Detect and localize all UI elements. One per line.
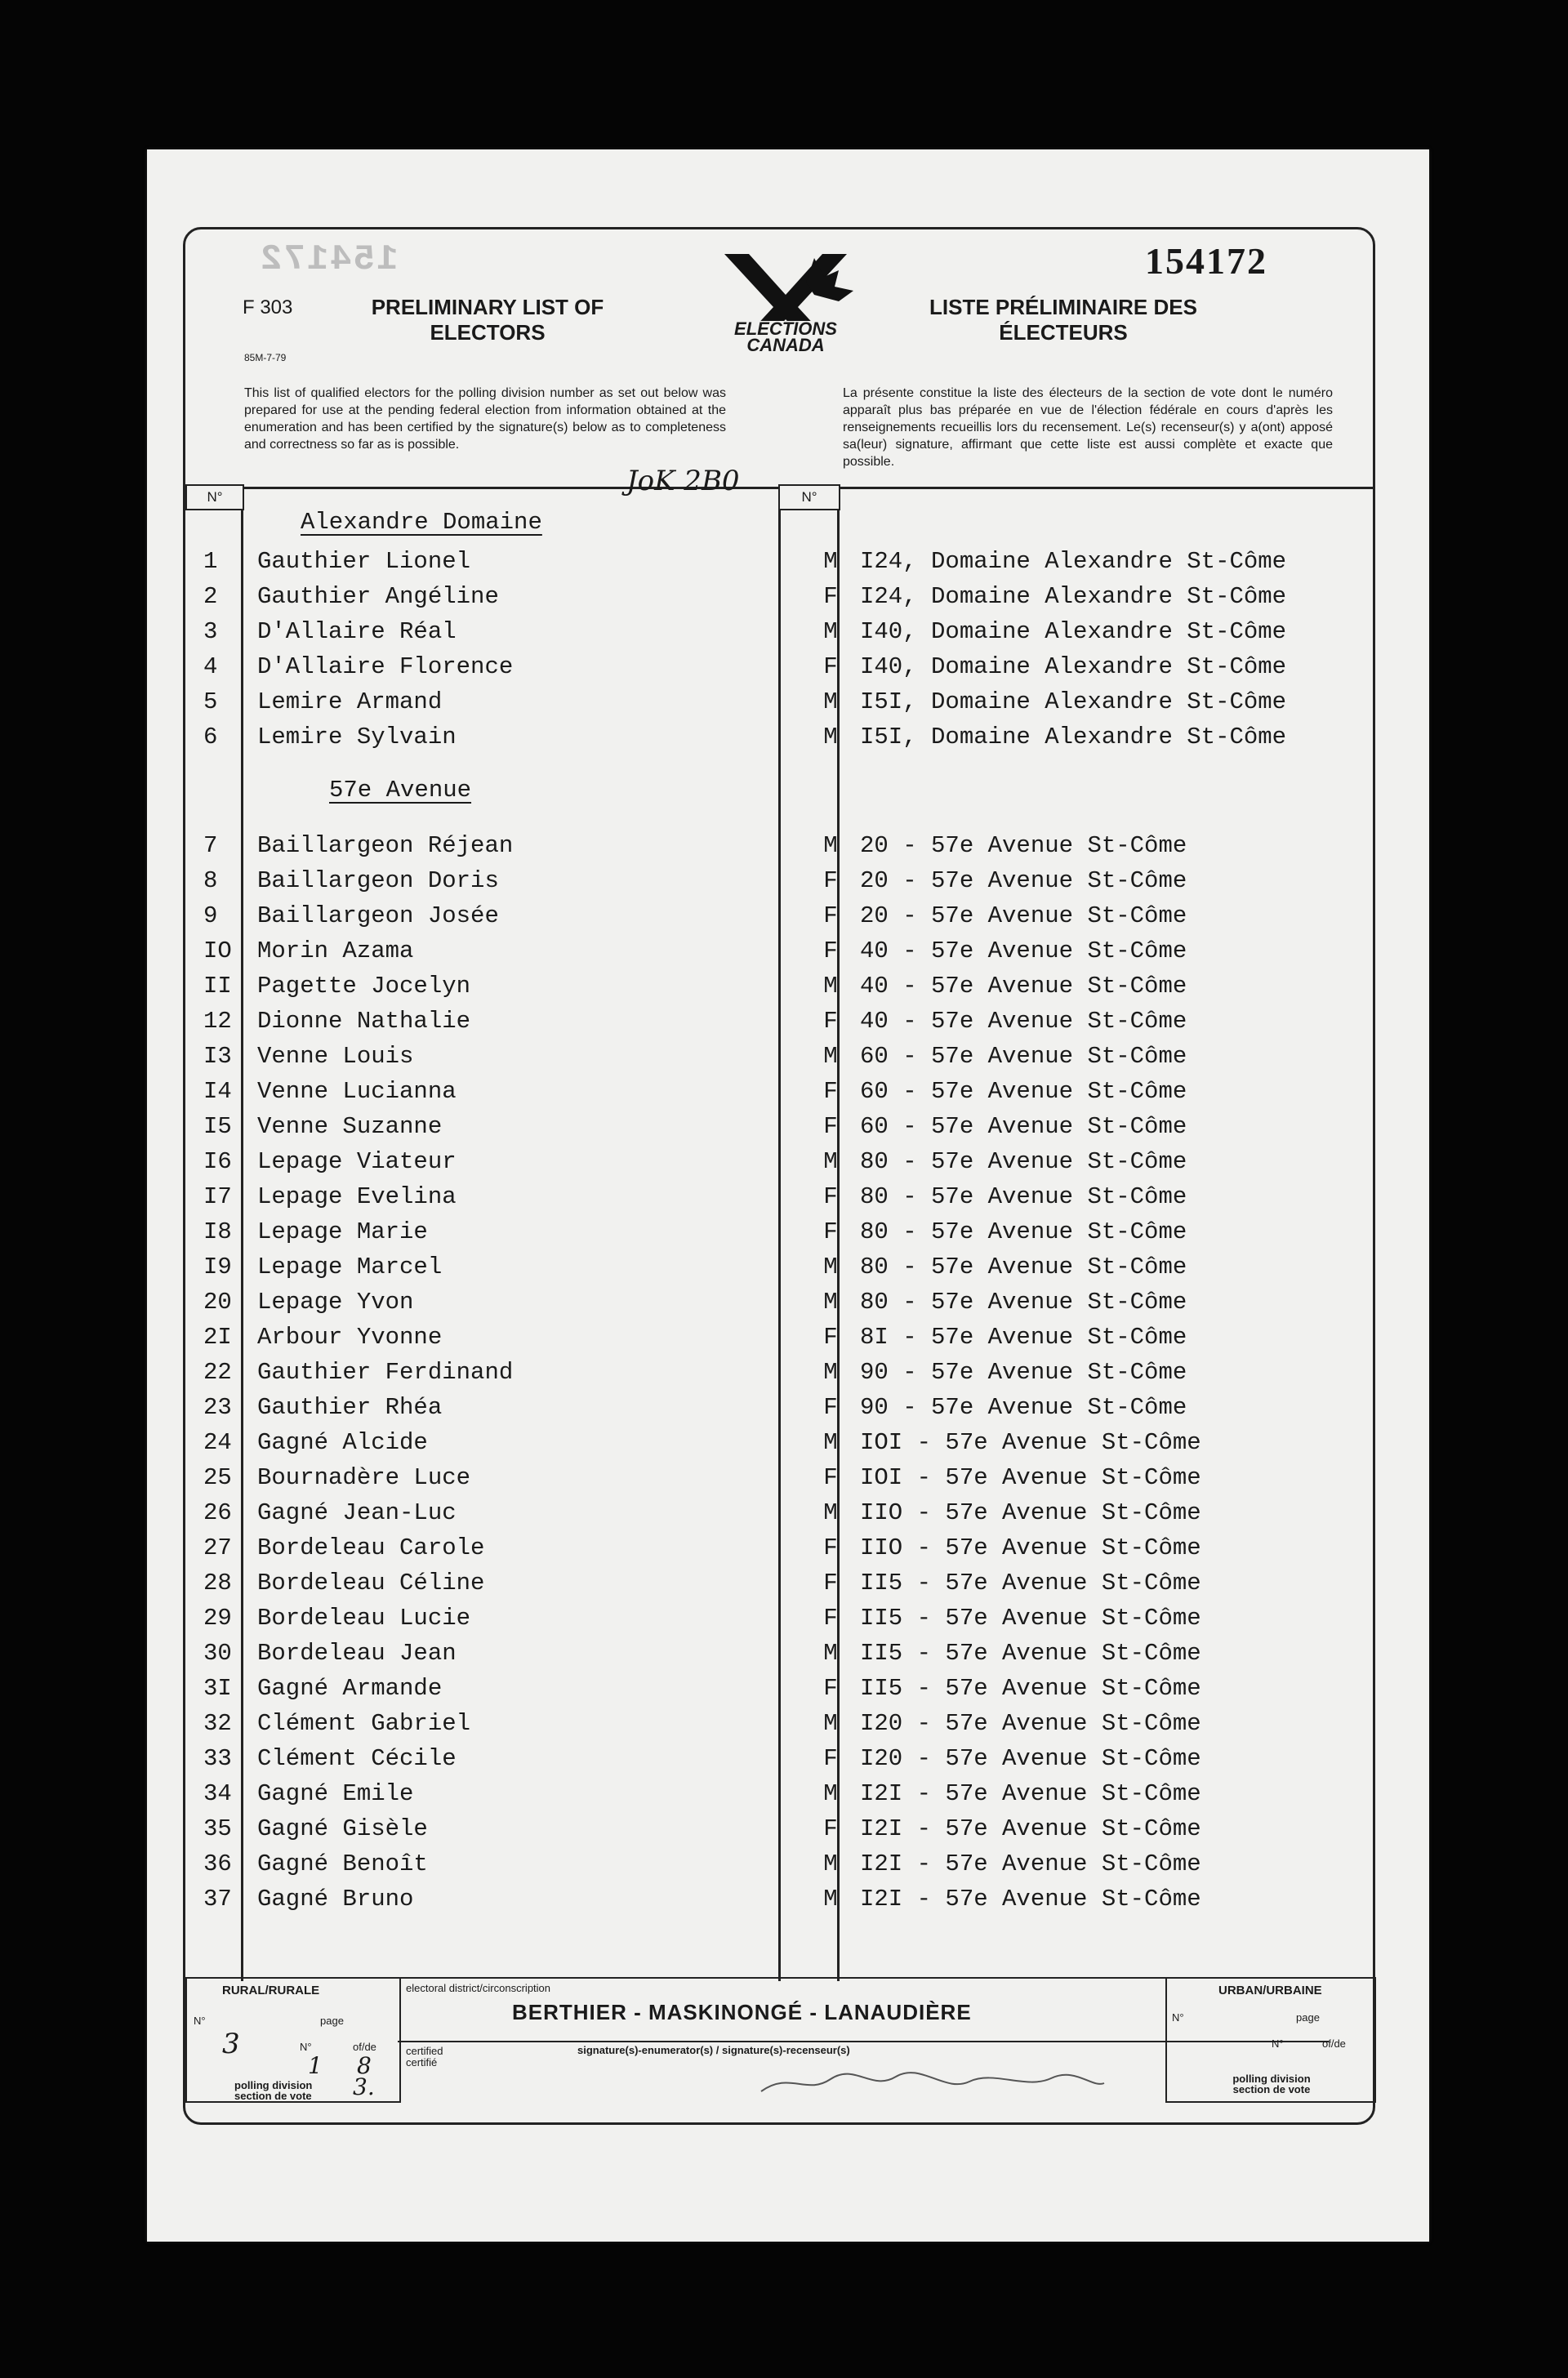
elector-sex: F: [823, 583, 838, 610]
elector-sex: F: [823, 867, 838, 894]
elector-number: I3: [203, 1043, 232, 1070]
elector-name: Lepage Marie: [257, 1218, 428, 1245]
elector-sex: F: [823, 1394, 838, 1421]
elector-name: Gauthier Lionel: [257, 548, 471, 575]
elector-name: Bordeleau Lucie: [257, 1605, 471, 1632]
elector-sex: M: [823, 1359, 838, 1386]
elector-row: [185, 902, 1373, 937]
elector-name: Venne Suzanne: [257, 1113, 443, 1140]
elector-row: [185, 1745, 1373, 1780]
elector-sex: M: [823, 1850, 838, 1877]
elector-sex: F: [823, 1745, 838, 1772]
elector-sex: M: [823, 688, 838, 715]
elector-row: [185, 724, 1373, 759]
postal-code-handwritten: JoK 2B0: [626, 465, 740, 497]
logo-text: ELECTIONS CANADA: [734, 318, 837, 355]
urban-page-label: page: [1296, 2011, 1320, 2024]
elector-address: 20 - 57e Avenue St-Côme: [860, 832, 1187, 859]
elector-sex: F: [823, 1218, 838, 1245]
elector-sex: M: [823, 1429, 838, 1456]
elector-name: Gagné Benoît: [257, 1850, 428, 1877]
elector-row: [185, 1254, 1373, 1289]
elector-address: 90 - 57e Avenue St-Côme: [860, 1394, 1187, 1421]
elector-number: 30: [203, 1640, 232, 1667]
stamp-number: 154172: [1145, 240, 1267, 282]
elector-address: 80 - 57e Avenue St-Côme: [860, 1254, 1187, 1280]
elector-sex: M: [823, 548, 838, 575]
elector-row: [185, 1148, 1373, 1183]
elector-number: 36: [203, 1850, 232, 1877]
elector-number: 29: [203, 1605, 232, 1632]
elector-name: Clément Cécile: [257, 1745, 457, 1772]
page-total-value: 8: [357, 2052, 372, 2079]
district-label: electoral district/circonscription: [406, 1982, 551, 1994]
elector-address: II5 - 57e Avenue St-Côme: [860, 1675, 1201, 1702]
elector-sex: M: [823, 1886, 838, 1913]
elector-address: I5I, Domaine Alexandre St-Côme: [860, 688, 1287, 715]
title-french: LISTE PRÉLIMINAIRE DES ÉLECTEURS: [929, 295, 1197, 345]
elector-name: Baillargeon Josée: [257, 902, 499, 929]
elector-address: 40 - 57e Avenue St-Côme: [860, 973, 1187, 1000]
urban-polling-label: polling division section de vote: [1232, 2073, 1311, 2095]
elector-number: I7: [203, 1183, 232, 1210]
elector-address: I20 - 57e Avenue St-Côme: [860, 1710, 1201, 1737]
elector-number: 27: [203, 1534, 232, 1561]
elector-row: [185, 1324, 1373, 1359]
elector-row: [185, 1780, 1373, 1815]
elector-row: [185, 1359, 1373, 1394]
elector-row: [185, 1640, 1373, 1675]
elector-sex: F: [823, 653, 838, 680]
rural-label: RURAL/RURALE: [222, 1984, 320, 1997]
elector-name: Venne Louis: [257, 1043, 414, 1070]
elector-address: 80 - 57e Avenue St-Côme: [860, 1218, 1187, 1245]
elector-name: Lemire Armand: [257, 688, 443, 715]
elector-row: [185, 618, 1373, 653]
elector-address: 80 - 57e Avenue St-Côme: [860, 1148, 1187, 1175]
column-header-number: N°: [185, 484, 244, 510]
elector-sex: F: [823, 1183, 838, 1210]
elector-name: Gagné Jean-Luc: [257, 1499, 457, 1526]
elector-row: [185, 1183, 1373, 1218]
elector-address: I20 - 57e Avenue St-Côme: [860, 1745, 1201, 1772]
elector-row: [185, 973, 1373, 1008]
elector-row: [185, 1710, 1373, 1745]
elector-row: [185, 688, 1373, 724]
elector-row: [185, 1815, 1373, 1850]
elector-sex: M: [823, 1499, 838, 1526]
elector-address: IOI - 57e Avenue St-Côme: [860, 1464, 1201, 1491]
elector-row: [185, 583, 1373, 618]
elector-row: [185, 1043, 1373, 1078]
elector-address: 40 - 57e Avenue St-Côme: [860, 1008, 1187, 1035]
rural-of-label: of/de: [353, 2041, 376, 2053]
elector-number: 22: [203, 1359, 232, 1386]
elector-name: Gauthier Rhéa: [257, 1394, 443, 1421]
elector-sex: M: [823, 1710, 838, 1737]
elector-number: 37: [203, 1886, 232, 1913]
elector-name: Lepage Viateur: [257, 1148, 457, 1175]
elector-address: I2I - 57e Avenue St-Côme: [860, 1886, 1201, 1913]
elector-row: [185, 1605, 1373, 1640]
elector-address: IIO - 57e Avenue St-Côme: [860, 1534, 1201, 1561]
elector-address: 40 - 57e Avenue St-Côme: [860, 937, 1187, 964]
title-english: PRELIMINARY LIST OF ELECTORS: [371, 295, 604, 345]
elector-number: 7: [203, 832, 218, 859]
elector-number: 33: [203, 1745, 232, 1772]
elector-address: 90 - 57e Avenue St-Côme: [860, 1359, 1187, 1386]
elector-address: I2I - 57e Avenue St-Côme: [860, 1780, 1201, 1807]
elector-sex: F: [823, 1464, 838, 1491]
elector-row: [185, 1675, 1373, 1710]
street-heading: Alexandre Domaine: [301, 509, 542, 536]
elector-address: I24, Domaine Alexandre St-Côme: [860, 583, 1287, 610]
elector-name: Morin Azama: [257, 937, 414, 964]
elector-address: IIO - 57e Avenue St-Côme: [860, 1499, 1201, 1526]
urban-label: URBAN/URBAINE: [1218, 1984, 1322, 1997]
elector-address: I24, Domaine Alexandre St-Côme: [860, 548, 1287, 575]
intro-english: This list of qualified electors for the polling division number as set out below was prepared for use at the pending federal election from information obtained at the enumeration and has been certified by the signature(s) below as to completeness and correctness so far as is possible.: [244, 386, 726, 452]
elector-row: [185, 1078, 1373, 1113]
elector-row: [185, 1886, 1373, 1921]
elector-sex: F: [823, 1675, 838, 1702]
elector-number: 20: [203, 1289, 232, 1316]
elector-address: IOI - 57e Avenue St-Côme: [860, 1429, 1201, 1456]
form-number: F 303: [243, 296, 293, 318]
elector-number: 12: [203, 1008, 232, 1035]
elector-number: 23: [203, 1394, 232, 1421]
elector-sex: M: [823, 1289, 838, 1316]
elector-name: Lepage Marcel: [257, 1254, 443, 1280]
elector-sex: F: [823, 1815, 838, 1842]
form-frame: [183, 227, 1375, 2125]
elector-name: Bordeleau Céline: [257, 1570, 485, 1596]
elector-row: [185, 653, 1373, 688]
elector-row: [185, 1499, 1373, 1534]
elector-row: [185, 1394, 1373, 1429]
elector-address: II5 - 57e Avenue St-Côme: [860, 1640, 1201, 1667]
elector-name: Gauthier Angéline: [257, 583, 499, 610]
elector-sex: M: [823, 724, 838, 750]
elector-name: Gagné Gisèle: [257, 1815, 428, 1842]
elector-row: [185, 1429, 1373, 1464]
urban-page-no-label: N°: [1272, 2037, 1284, 2050]
faint-stamp-number: 154172: [259, 239, 399, 280]
elector-address: I2I - 57e Avenue St-Côme: [860, 1850, 1201, 1877]
elector-number: 5: [203, 688, 218, 715]
elector-number: I5: [203, 1113, 232, 1140]
elector-number: 4: [203, 653, 218, 680]
elector-sex: M: [823, 618, 838, 645]
elector-address: 60 - 57e Avenue St-Côme: [860, 1078, 1187, 1105]
elector-name: Gagné Bruno: [257, 1886, 414, 1913]
urban-of-label: of/de: [1322, 2037, 1346, 2050]
elector-address: 80 - 57e Avenue St-Côme: [860, 1183, 1187, 1210]
elector-name: Gauthier Ferdinand: [257, 1359, 514, 1386]
certified-label: certified certifié: [406, 2045, 443, 2069]
elector-sex: M: [823, 1780, 838, 1807]
district-value: BERTHIER - MASKINONGÉ - LANAUDIÈRE: [512, 2000, 972, 2024]
elector-row: [185, 548, 1373, 583]
elector-sex: F: [823, 1534, 838, 1561]
elector-sex: M: [823, 1043, 838, 1070]
elector-name: Clément Gabriel: [257, 1710, 471, 1737]
elector-name: Bordeleau Jean: [257, 1640, 457, 1667]
elector-number: 6: [203, 724, 218, 750]
elector-sex: M: [823, 1148, 838, 1175]
elector-address: I5I, Domaine Alexandre St-Côme: [860, 724, 1287, 750]
elector-number: 8: [203, 867, 218, 894]
elector-sex: F: [823, 1605, 838, 1632]
elector-address: 8I - 57e Avenue St-Côme: [860, 1324, 1187, 1351]
elector-address: 20 - 57e Avenue St-Côme: [860, 902, 1187, 929]
elector-number: 2: [203, 583, 218, 610]
elector-number: 32: [203, 1710, 232, 1737]
elector-row: [185, 1289, 1373, 1324]
elector-name: D'Allaire Florence: [257, 653, 514, 680]
elector-sex: F: [823, 1570, 838, 1596]
elector-number: 9: [203, 902, 218, 929]
elector-sex: F: [823, 1008, 838, 1035]
elector-address: 80 - 57e Avenue St-Côme: [860, 1289, 1187, 1316]
elector-name: Baillargeon Réjean: [257, 832, 514, 859]
rural-no-value: 3: [222, 2028, 240, 2060]
urban-no-label: N°: [1172, 2011, 1184, 2024]
elector-name: Bournadère Luce: [257, 1464, 471, 1491]
elector-address: I2I - 57e Avenue St-Côme: [860, 1815, 1201, 1842]
elector-address: I40, Domaine Alexandre St-Côme: [860, 653, 1287, 680]
elector-sex: M: [823, 832, 838, 859]
elector-address: 20 - 57e Avenue St-Côme: [860, 867, 1187, 894]
signature-label: signature(s)-enumerator(s) / signature(s)-recenseur(s): [577, 2044, 850, 2056]
elector-name: Lepage Yvon: [257, 1289, 414, 1316]
polling-division-value: 3.: [353, 2073, 375, 2100]
elector-sex: M: [823, 973, 838, 1000]
elector-name: Gagné Emile: [257, 1780, 414, 1807]
elector-name: Venne Lucianna: [257, 1078, 457, 1105]
elector-number: I9: [203, 1254, 232, 1280]
elector-row: [185, 1570, 1373, 1605]
elector-name: Lepage Evelina: [257, 1183, 457, 1210]
form-code: 85M-7-79: [244, 352, 287, 363]
elector-name: Baillargeon Doris: [257, 867, 499, 894]
elector-address: II5 - 57e Avenue St-Côme: [860, 1570, 1201, 1596]
elector-sex: F: [823, 902, 838, 929]
elector-name: Gagné Alcide: [257, 1429, 428, 1456]
elector-sex: F: [823, 1078, 838, 1105]
elector-sex: M: [823, 1640, 838, 1667]
elector-name: Lemire Sylvain: [257, 724, 457, 750]
elector-sex: F: [823, 937, 838, 964]
rural-page-label: page: [320, 2015, 344, 2027]
intro-french: La présente constitue la liste des électeurs de la section de vote dont le numéro apparaît plus bas préparée en vue de l'élection fédérale en cours d'après les renseignements recueillis lors du recensement. Le(s) recenseur(s) y a(ont) apposé sa(leur) signature, affirmant que cette liste est aussi complète et exacte que possible.: [843, 386, 1333, 469]
elector-address: II5 - 57e Avenue St-Côme: [860, 1605, 1201, 1632]
rural-no-label: N°: [194, 2015, 206, 2027]
elector-sex: F: [823, 1324, 838, 1351]
elector-row: [185, 832, 1373, 867]
elector-row: [185, 1218, 1373, 1254]
polling-division-label: polling division section de vote: [234, 2079, 313, 2102]
rural-page-no-label: N°: [300, 2041, 312, 2053]
elector-address: I40, Domaine Alexandre St-Côme: [860, 618, 1287, 645]
elector-row: [185, 867, 1373, 902]
elector-name: Arbour Yvonne: [257, 1324, 443, 1351]
elector-number: 28: [203, 1570, 232, 1596]
elector-number: I8: [203, 1218, 232, 1245]
elector-number: I6: [203, 1148, 232, 1175]
page-value: 1: [308, 2052, 323, 2079]
signature-scribble-icon: [757, 2067, 1108, 2100]
elector-row: [185, 937, 1373, 973]
elector-name: Gagné Armande: [257, 1675, 443, 1702]
elector-row: [185, 1534, 1373, 1570]
elector-number: 1: [203, 548, 218, 575]
elector-number: IO: [203, 937, 232, 964]
elector-row: [185, 1008, 1373, 1043]
elector-number: 35: [203, 1815, 232, 1842]
elector-address: 60 - 57e Avenue St-Côme: [860, 1113, 1187, 1140]
elector-name: Bordeleau Carole: [257, 1534, 485, 1561]
elector-sex: F: [823, 1113, 838, 1140]
elector-name: Pagette Jocelyn: [257, 973, 471, 1000]
elector-name: D'Allaire Réal: [257, 618, 457, 645]
elector-number: 3: [203, 618, 218, 645]
elector-number: II: [203, 973, 232, 1000]
elector-number: 34: [203, 1780, 232, 1807]
elector-number: I4: [203, 1078, 232, 1105]
elector-number: 3I: [203, 1675, 232, 1702]
elector-number: 24: [203, 1429, 232, 1456]
elector-number: 2I: [203, 1324, 232, 1351]
elector-number: 25: [203, 1464, 232, 1491]
column-header-number-2: N°: [778, 484, 840, 510]
elector-row: [185, 1464, 1373, 1499]
street-heading: 57e Avenue: [329, 777, 472, 804]
document-sheet: [147, 149, 1429, 2242]
elector-row: [185, 1113, 1373, 1148]
elector-row: [185, 1850, 1373, 1886]
elector-name: Dionne Nathalie: [257, 1008, 471, 1035]
elector-sex: M: [823, 1254, 838, 1280]
elector-number: 26: [203, 1499, 232, 1526]
elector-address: 60 - 57e Avenue St-Côme: [860, 1043, 1187, 1070]
